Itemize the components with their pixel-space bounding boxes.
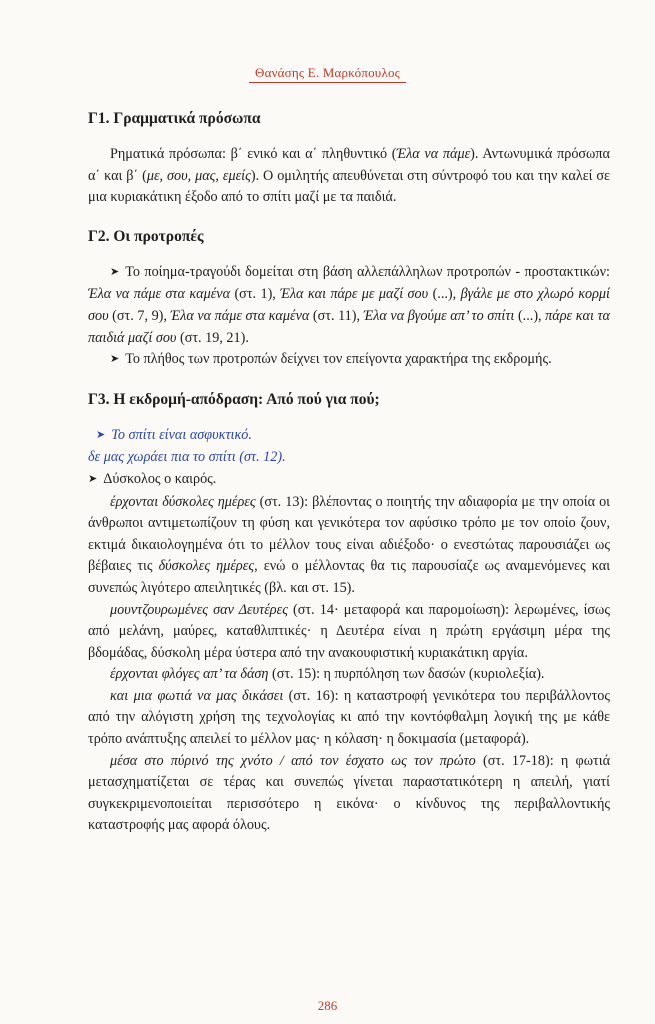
text-run: (στ. 11), [309,307,364,324]
highlight-text: δε μας χωράει πια το σπίτι (στ. 12). [88,449,286,466]
italic-quote: έρχονται δύσκολες ημέρες [110,493,256,510]
section-title-g3: Γ3. Η εκδρομή-απόδραση: Από πού για πού; [88,390,380,408]
text-run: (στ. 14· μεταφορά και παρομοίωση): λερωμένες, ίσως από μελάνη, μαύρες, καταθλιπτικές· η Δευτέρα είναι η πρώτη εργάσιμη μέρα της βδομάδας, δύσκολη μέρα ύστερα από την ανακουφιστική κυριακάτικη αργία. [88,601,610,661]
italic-quote: Έλα και πάρε με μαζί σου [280,286,429,303]
italic-quote: Έλα να πάμε στα καμένα [170,307,310,324]
italic-quote: με, σου, μας, εμείς [146,167,251,184]
text-run: , ενώ ο μέλλοντας θα τις παρουσίαζε ως αναμενόμενες και συνεπώς λιγότερο απειλητικές (βλ. και στ. 15). [88,558,611,596]
text-run: ). Αντωνυμικά πρόσωπα α΄ και β΄ ( [88,146,610,184]
paragraph-g3-5 [88,751,610,837]
italic-quote: Έλα να πάμε στα καμένα [88,286,231,303]
arrow-bullet-icon: ➤ [110,265,120,278]
italic-quote: Έλα να βγούμε απ’ το σπίτι [363,307,515,324]
text-run: (στ. 13): βλέποντας ο ποιητής την αδιαφορία με την οποία οι άνθρωποι αντιμετωπίζουν τη φύση και γενικότερα τον αφύσικο τρόπο με τον οποίο ζουν, εκτιμά δικαιολογημένα ότι το μέλλον τους είναι αδιέξοδο· ο ενεστώτας παρουσιάζει ως βέβαιες τις [88,493,610,575]
section-g1 [88,108,610,209]
paragraph-g3-1 [88,492,610,600]
bullet-item-g2-2 [88,349,610,372]
running-head [0,64,655,83]
page-content [88,108,610,854]
text-run: (στ. 15): η πυρπόληση των δασών (κυριολεξία). [268,666,545,683]
section-title-g1: Γ1. Γραμματικά πρόσωπα [88,110,261,127]
highlight-text: Το σπίτι είναι ασφυκτικό. [111,426,252,443]
italic-quote: μουντζουρωμένες σαν Δευτέρες [110,601,288,618]
paragraph-g3-2 [88,600,610,665]
highlight-line-2 [88,447,610,469]
bullet-item-g3-weather [88,469,610,492]
paragraph-g3-4 [88,686,610,751]
arrow-bullet-icon: ➤ [96,428,106,441]
bullet-item-g2-1 [88,262,610,349]
highlight-line-1 [88,425,610,448]
text-run: Το πλήθος των προτροπών δείχνει τον επείγοντα χαρακτήρα της εκδρομής. [125,351,552,368]
section-title-g2: Γ2. Οι προτροπές [88,227,204,245]
italic-quote: δύσκολες ημέρες [158,558,255,575]
arrow-bullet-icon: ➤ [88,472,98,485]
text-run: (στ. 1), [230,286,281,303]
text-run: Ρηματικά πρόσωπα: β΄ ενικό και α΄ πληθυντικό ( [110,146,397,162]
italic-quote: έρχονται φλόγες απ’ τα δάση [110,666,269,683]
text-run: (στ. 17-18): η φωτιά μετασχηματίζεται σε τέρας και συνεπώς γίνεται παραστατικότερη η απειλή, γιατί συγκεκριμενοποιείται περισσότερο η εικόνα· ο κίνδυνος της περιβαλλοντικής καταστροφής μας αφορά όλους. [88,752,610,834]
italic-quote: μέσα στο πύρινό της χνότο / από τον έσχατο ως τον πρώτο [110,752,476,769]
text-run: Δύσκολος ο καιρός. [103,470,217,487]
italic-quote: και μια φωτιά να μας δικάσει [110,687,284,704]
paragraph-g1 [88,144,610,209]
italic-quote: πάρε και τα παιδιά μαζί σου [88,307,610,346]
italic-quote: βγάλε με στο χλωρό κορμί σου [88,286,610,324]
text-run: (...), [514,307,546,324]
page-number: 286 [317,998,338,1013]
text-run: (...), [428,286,461,303]
italic-quote: Έλα να πάμε [396,146,471,162]
section-g2 [88,226,610,372]
author-name: Θανάσης Ε. Μαρκόπουλος [249,65,406,83]
arrow-bullet-icon: ➤ [110,353,120,366]
section-g3 [88,389,610,837]
text-run: (στ. 7, 9), [108,307,171,324]
text-run: Το ποίημα-τραγούδι δομείται στη βάση αλλεπάλληλων προτροπών - προστακτικών: [125,263,610,280]
text-run: ). Ο ομιλητής απευθύνεται στη σύντροφό του και την καλεί σε μια κυριακάτικη έξοδο από το σπίτι μαζί με τα παιδιά. [88,167,610,206]
paragraph-g3-3 [88,664,610,686]
text-run: (στ. 19, 21). [176,329,249,346]
text-run: (στ. 16): η καταστροφή γενικότερα του περιβάλλοντος από την αλόγιστη χρήση της τεχνολογίας κι από την κοντόφθαλμη λογική της με κάθε τρόπο ανάπτυξης απειλεί το μέλλον μας· η κόλαση· η δοκιμασία (μεταφορά). [88,687,610,748]
